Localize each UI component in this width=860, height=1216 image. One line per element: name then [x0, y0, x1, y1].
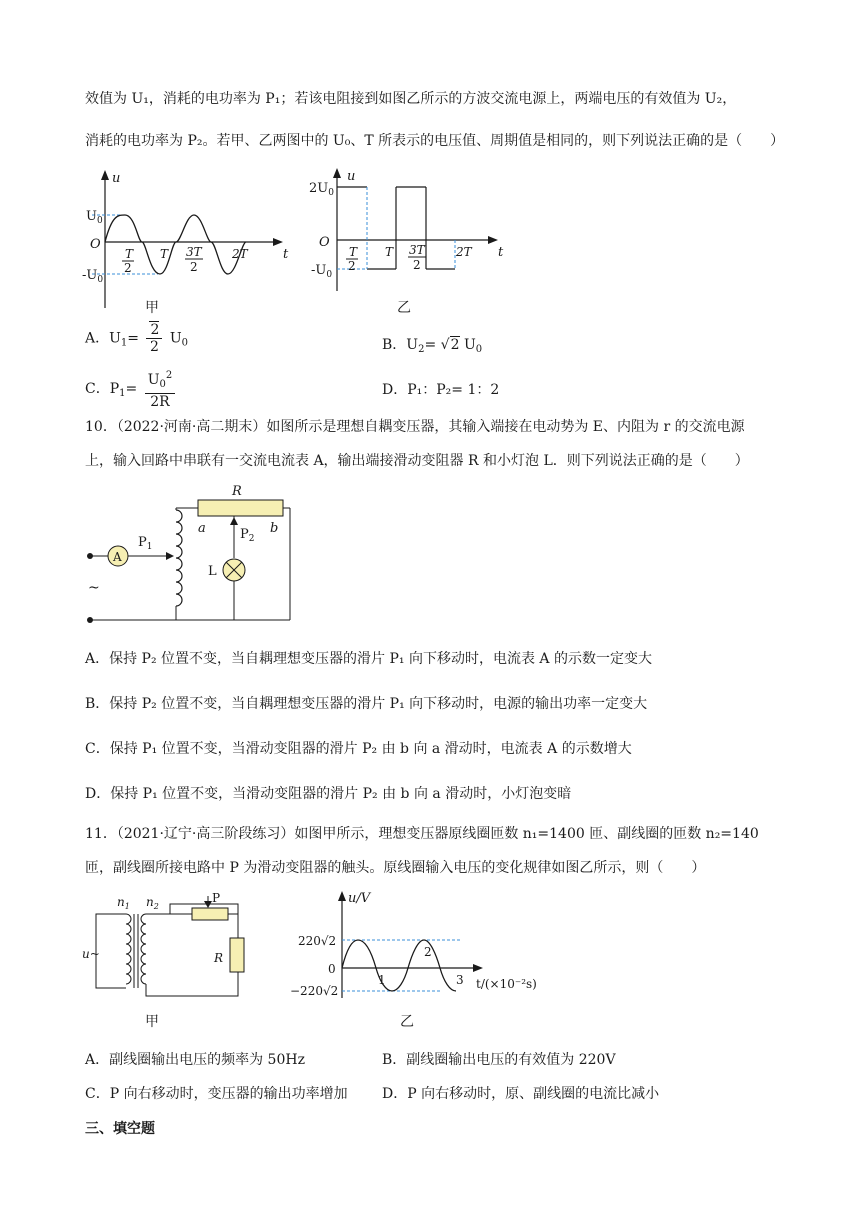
q11-option-c[interactable]: C．P 向右移动时，变压器的输出功率增加 [85, 1086, 348, 1102]
tick-3T-den: 2 [413, 258, 421, 272]
q9-figure-yi [305, 166, 515, 296]
tick-3T: 3T [409, 243, 425, 257]
q9-option-a[interactable]: A．$U_1=$ $\frac{2}{2}$ $U_0$ [85, 322, 189, 355]
q11-caption-yi: 乙 [400, 1014, 414, 1030]
u-label: u [347, 169, 356, 184]
p-label: P [212, 891, 221, 905]
primary-coil-icon [126, 914, 131, 984]
tick-3T: 3T [186, 245, 202, 259]
r-label: R [232, 484, 242, 499]
sine-curve [342, 940, 456, 991]
top-label: 220√2 [298, 934, 337, 948]
t-label: t/(×10⁻²s) [476, 977, 537, 991]
q9-option-b[interactable]: B．$U_2= √2$ $U_0$ [382, 337, 483, 355]
ammeter-label: A [113, 550, 122, 564]
tick-2T: 2T [456, 245, 472, 259]
t-label: t [283, 247, 289, 262]
q10-option-d[interactable]: D．保持 P₁ 位置不变，当滑动变阻器的滑片 P₂ 由 b 向 a 滑动时，小灯泡变暗 [85, 786, 572, 802]
tick-3: 3 [456, 973, 464, 987]
resistor-icon [198, 500, 283, 516]
tick-half-T: T [349, 245, 358, 259]
q11-line2: 匝，副线圈所接电路中 P 为滑动变阻器的触头。原线圈输入电压的变化规律如图乙所示，则（ ） [85, 860, 706, 876]
n2-label: $n_2$ [146, 895, 159, 911]
q9-option-c[interactable]: C．$P_1=$ $\frac{U_0^2}{2R}$ [85, 368, 178, 410]
u0-label: $U_0$ [86, 209, 103, 226]
t-axis-arrow [273, 238, 283, 246]
q10-circuit [80, 480, 310, 630]
tick-half-den: 2 [348, 259, 356, 273]
a-label: a [198, 521, 206, 536]
tick-1: 1 [378, 973, 386, 987]
p2-arrow [230, 517, 238, 525]
u-label: u~ [82, 947, 100, 961]
q11-line1: 11．（2021·辽宁·高三阶段练习）如图甲所示，理想变压器原线圈匝数 n₁=1400 匝、副线圈的匝数 n₂=140 [85, 826, 759, 842]
q10-option-a[interactable]: A．保持 P₂ 位置不变，当自耦理想变压器的滑片 P₁ 向下移动时，电流表 A 的示数一定变大 [85, 651, 652, 667]
q10-option-c[interactable]: C．保持 P₁ 位置不变，当滑动变阻器的滑片 P₂ 由 b 向 a 滑动时，电流表 A 的示数增大 [85, 741, 632, 757]
q9-caption-jia: 甲 [145, 300, 159, 316]
tick-T: T [385, 245, 394, 259]
section-heading: 三、填空题 [85, 1121, 155, 1137]
ac-symbol: ~ [88, 580, 100, 596]
u-axis-arrow [338, 891, 346, 901]
q11-option-a[interactable]: A．副线圈输出电压的频率为 50Hz [85, 1052, 305, 1068]
primary-wire [96, 914, 126, 988]
u-label: u/V [348, 891, 371, 906]
u-axis-arrow [101, 170, 109, 180]
p1-arrow [166, 552, 174, 560]
q10-line1: 10．（2022·河南·高二期末）如图所示是理想自耦变压器，其输入端接在电动势为 E、内阻为 r 的交流电源 [85, 419, 745, 435]
tick-T: T [160, 247, 169, 261]
q9-line2: 消耗的电功率为 P₂。若甲、乙两图中的 U₀、T 所表示的电压值、周期值是相同的，则下列说法正确的是（ ） [85, 133, 785, 149]
t-axis-arrow [488, 236, 498, 244]
n1-label: $n_1$ [117, 895, 130, 911]
slider-resistor-icon [192, 908, 228, 920]
neg-u0-label: $-U_0$ [311, 263, 333, 280]
p2-label: $P_2$ [240, 527, 255, 544]
tick-2T: 2T [232, 247, 248, 261]
secondary-coil-icon [141, 914, 146, 984]
q11-figure-jia [80, 890, 260, 1000]
q11-figure-yi [290, 888, 550, 1003]
q9-caption-yi: 乙 [397, 300, 411, 316]
q10-line2: 上，输入回路中串联有一交流电流表 A，输出端接滑动变阻器 R 和小灯泡 L．则下列说法正确的是（ ） [85, 453, 749, 469]
q11-caption-jia: 甲 [145, 1014, 159, 1030]
tick-2: 2 [424, 945, 432, 959]
q9-option-d[interactable]: D．P₁：P₂= 1：2 [382, 382, 500, 398]
bottom-label: −220√2 [290, 984, 339, 998]
t-axis-arrow [473, 964, 483, 972]
tick-3T-den: 2 [190, 260, 198, 274]
q11-option-d[interactable]: D．P 向右移动时，原、副线圈的电流比减小 [382, 1086, 660, 1102]
coil-icon [176, 510, 182, 606]
u-label: u [112, 171, 121, 186]
zero-label: 0 [328, 962, 336, 976]
q9-line1: 效值为 U₁，消耗的电功率为 P₁；若该电阻接到如图乙所示的方波交流电源上，两端电压的有效值为 U₂， [85, 91, 737, 107]
origin-label: O [90, 237, 101, 252]
lamp-label: L [208, 564, 217, 579]
tick-half-T: T [125, 247, 134, 261]
r-label: R [214, 951, 224, 965]
q9-figure-jia [80, 168, 290, 318]
u-axis-arrow [333, 168, 341, 178]
q11-option-b[interactable]: B．副线圈输出电压的有效值为 220V [382, 1052, 616, 1068]
origin-label: O [319, 235, 330, 250]
t-label: t [498, 245, 504, 260]
p1-label: $P_1$ [138, 535, 153, 552]
tick-half-den: 2 [124, 261, 132, 275]
q10-option-b[interactable]: B．保持 P₂ 位置不变，当自耦理想变压器的滑片 P₁ 向下移动时，电源的输出功率一定变大 [85, 696, 648, 712]
two-u0-label: $2U_0$ [309, 181, 334, 198]
b-label: b [270, 521, 279, 536]
resistor-icon [230, 938, 244, 972]
neg-u0-label: $-U_0$ [82, 268, 104, 285]
